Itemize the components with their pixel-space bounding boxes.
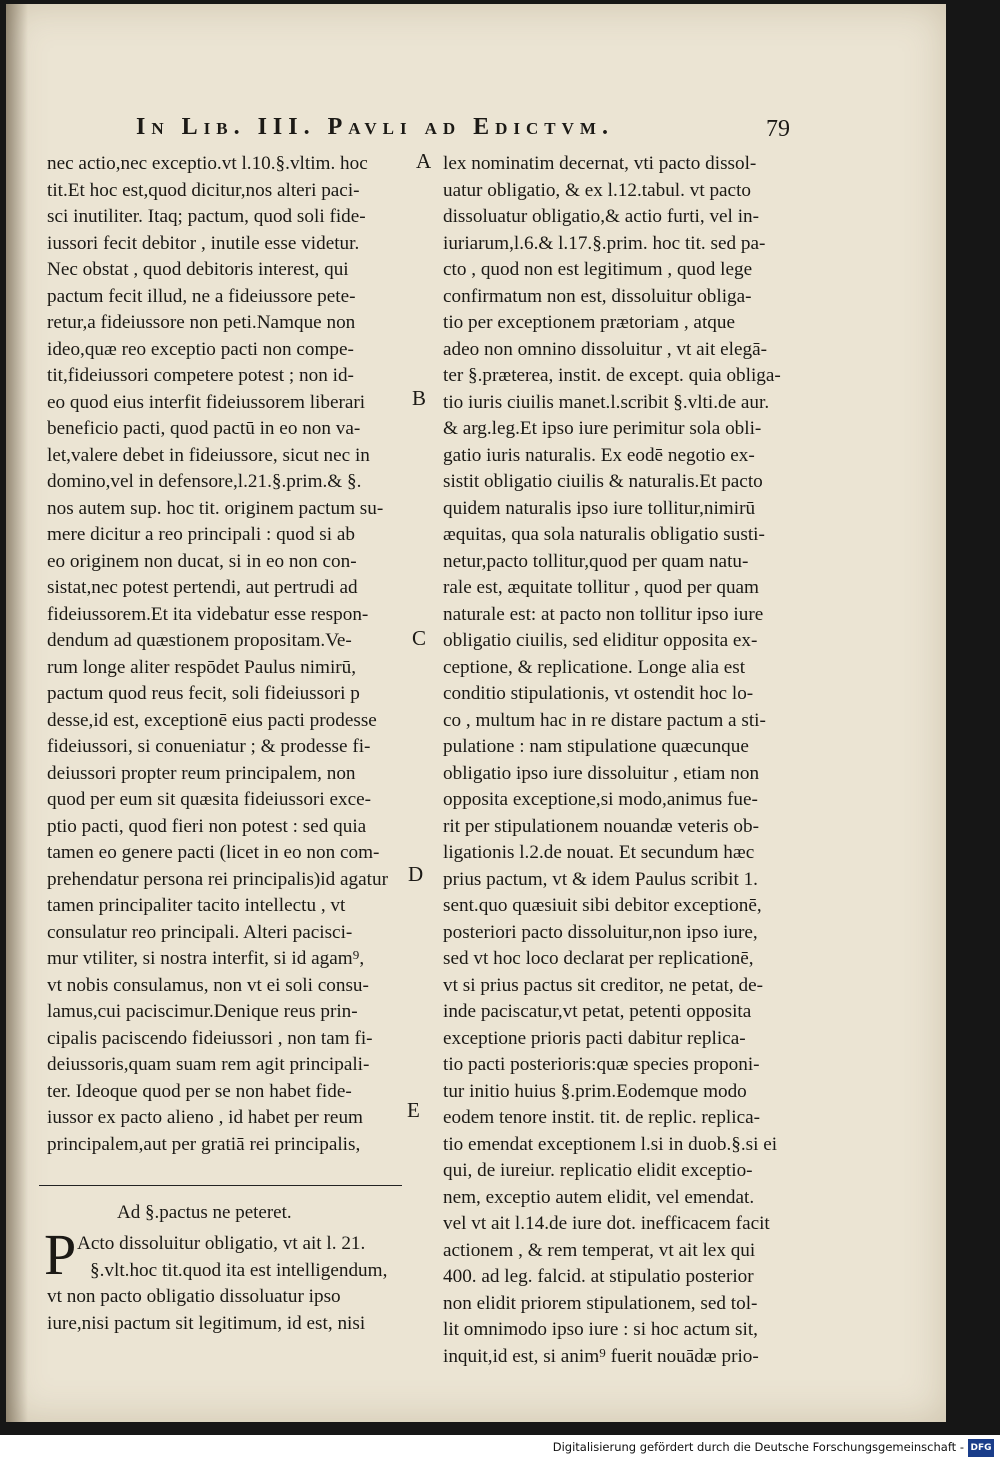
text-line: cipalis paciscendo fideiussori , non tam fi- — [47, 1027, 373, 1049]
text-line: pulatione : nam stipulatione quæcunque — [443, 736, 749, 757]
text-line: rit per stipulationem nouandæ veteris ob- — [443, 815, 759, 837]
text-line: fideiussorem.Et ita videbatur esse respon- — [47, 603, 369, 625]
margin-letter-a: A — [416, 149, 432, 173]
text-line: actionem , & rem temperat, vt ait lex qui — [443, 1239, 756, 1261]
text-line: beneficio pacti, quod pactū in eo non va- — [47, 418, 361, 439]
text-line: tio emendat exceptionem l.si in duob.§.si ei — [443, 1133, 778, 1155]
text-line: ter. Ideoque quod per se non habet fide- — [47, 1080, 352, 1102]
text-line: mur vtiliter, si nostra interfit, si id agam⁹, — [47, 948, 365, 969]
text-line: tamen principaliter tacito intellectu , vt — [47, 895, 346, 916]
running-head: In Lib. III. Pavli ad Edictvm. — [136, 114, 614, 140]
text-line: domino,vel in defensore,l.21.§.prim.& §. — [47, 471, 362, 492]
text-line: sed vt hoc loco declarat per replicationē, — [443, 948, 754, 969]
funding-credit: Digitalisierung gefördert durch die Deutsche Forschungsgemeinschaft - — [552, 1440, 964, 1454]
text-line: tit,fideiussori competere potest ; non id- — [47, 365, 354, 386]
text-line: deiussoris,quam suam rem agit principali- — [47, 1054, 370, 1075]
text-line: tit.Et hoc est,quod dicitur,nos alteri paci- — [47, 179, 360, 201]
text-line: vel vt ait l.14.de iure dot. inefficacem facit — [443, 1213, 770, 1234]
text-line: prius pactum, vt & idem Paulus scribit 1. — [443, 868, 758, 890]
text-line: iussori fecit debitor , inutile esse videtur. — [47, 232, 360, 254]
text-line: dissoluatur obligatio,& actio furti, vel in- — [443, 206, 760, 227]
text-line: lamus,cui paciscimur.Denique reus prin- — [47, 1001, 358, 1022]
section-body — [44, 1222, 397, 1337]
text-line: nec actio,nec exceptio.vt l.10.§.vltim. hoc — [47, 153, 368, 174]
text-line: dendum ad quæstionem propositam.Ve- — [47, 630, 352, 651]
right-column — [443, 151, 798, 1370]
text-line: vt non pacto obligatio dissoluatur ipso — [47, 1286, 341, 1307]
text-line: iuriarum,l.6.& l.17.§.prim. hoc tit. sed pa- — [443, 232, 766, 254]
text-line: lex nominatim decernat, vti pacto dissol- — [443, 153, 757, 174]
dfg-logo-icon: DFG — [968, 1439, 994, 1457]
text-line: pactum fecit illud, ne a fideiussore pete- — [47, 285, 356, 307]
margin-letter-b: B — [412, 386, 427, 410]
text-line: non elidit priorem stipulationem, sed tol- — [443, 1292, 758, 1314]
text-line: ter §.præterea, instit. de except. quia obliga- — [443, 365, 781, 386]
text-line: uatur obligatio, & ex l.12.tabul. vt pacto — [443, 179, 752, 201]
text-line: iussor ex pacto alieno , id habet per reum — [47, 1107, 363, 1128]
footer-bar — [0, 1435, 1000, 1463]
text-line: iure,nisi pactum sit legitimum, id est, nisi — [47, 1312, 366, 1334]
section-rule — [47, 1178, 397, 1194]
text-line: consulatur reo principali. Alteri pacisci- — [47, 921, 353, 943]
text-line: posteriori pacto dissoluitur,non ipso iure, — [443, 921, 758, 943]
text-line: rale est, æquitate tollitur , quod per quam — [443, 577, 759, 598]
text-line: tio pacti posterioris:quæ species proponi- — [443, 1054, 760, 1075]
text-line: vt nobis consulamus, non vt ei soli consu- — [47, 974, 369, 996]
text-line: sent.quo quæsiuit sibi debitor exceptionē, — [443, 895, 762, 916]
section-lines — [47, 1231, 397, 1337]
text-line: Acto dissoluitur obligatio, vt ait l. 21. — [77, 1233, 366, 1254]
margin-letter-e: E — [407, 1098, 420, 1122]
text-line: conditio stipulationis, vt ostendit hoc lo- — [443, 683, 754, 704]
page-number: 79 — [766, 116, 790, 142]
section-heading: Ad §.pactus ne peteret. — [117, 1202, 292, 1223]
text-line: eo quod eius interfit fideiussorem liberari — [47, 391, 366, 413]
text-line: confirmatum non est, dissoluitur obliga- — [443, 285, 752, 307]
text-line: fideiussori, si conueniatur ; & prodesse fi- — [47, 736, 371, 757]
text-line: opposita exceptione,si modo,animus fue- — [443, 789, 758, 810]
text-line: mere dicitur a reo principali : quod si ab — [47, 524, 355, 545]
gutter-shadow — [6, 4, 28, 1422]
text-line: ptio pacti, quod fieri non potest : sed quia — [47, 815, 367, 837]
text-line: exceptione prioris pacti dabitur replica- — [443, 1027, 746, 1049]
text-line: obligatio ciuilis, sed eliditur opposita ex- — [443, 630, 758, 651]
text-line: cto , quod non est legitimum , quod lege — [443, 259, 753, 280]
text-line: ceptione, & replicatione. Longe alia est — [443, 656, 746, 678]
text-line: retur,a fideiussore non peti.Namque non — [47, 312, 356, 333]
right-column-body — [443, 151, 798, 1370]
text-line: vt si prius pactus sit creditor, ne petat, de- — [443, 974, 764, 996]
left-column-body — [47, 151, 397, 1158]
drop-cap: P — [44, 1222, 77, 1287]
text-line: pactum quod reus fecit, soli fideiussori p — [47, 683, 360, 704]
text-line: tamen eo genere pacti (licet in eo non com- — [47, 842, 380, 863]
text-line: rum longe aliter respōdet Paulus nimirū, — [47, 656, 357, 678]
text-line: Nec obstat , quod debitoris interest, qui — [47, 259, 349, 280]
text-line: tio per exceptionem prætoriam , atque — [443, 312, 735, 333]
text-line: eo originem non ducat, si in eo non con- — [47, 550, 357, 572]
text-line: quod per eum sit quæsita fideiussori exce- — [47, 789, 371, 810]
text-line: lit omnimodo ipso iure : si hoc actum sit, — [443, 1319, 758, 1340]
text-line: sci inutiliter. Itaq; pactum, quod soli fide- — [47, 206, 366, 227]
text-line: eodem tenore instit. tit. de replic. replica- — [443, 1107, 761, 1128]
text-line: æquitas, qua sola naturalis obligatio susti- — [443, 524, 765, 545]
text-line: netur,pacto tollitur,quod per quam natu- — [443, 550, 749, 572]
text-line: ligationis l.2.de nouat. Et secundum hæc — [443, 842, 755, 863]
left-column — [44, 151, 397, 1337]
text-line: let,valere debet in fideiussore, sicut nec in — [47, 444, 370, 466]
text-line: & arg.leg.Et ipso iure perimitur sola obli- — [443, 418, 762, 439]
margin-letter-c: C — [412, 626, 427, 650]
text-line: tur initio huius §.prim.Eodemque modo — [443, 1080, 747, 1102]
text-line: quidem naturalis ipso iure tollitur,nimirū — [443, 497, 756, 519]
text-line: inquit,id est, si anim⁹ fuerit nouādæ prio- — [443, 1345, 759, 1367]
spacer — [47, 1158, 397, 1178]
text-line: tio iuris ciuilis manet.l.scribit §.vlti.de aur. — [443, 391, 770, 413]
text-line: nem, exceptio autem elidit, vel emendat. — [443, 1186, 755, 1208]
text-line: sistit obligatio ciuilis & naturalis.Et pacto — [443, 471, 763, 492]
text-line: ideo,quæ reo exceptio pacti non compe- — [47, 338, 354, 360]
text-line: naturale est: at pacto non tollitur ipso iure — [443, 603, 764, 625]
book-page — [6, 4, 946, 1422]
text-line: adeo non omnino dissoluitur , vt ait elegā- — [443, 338, 767, 360]
text-line: co , multum hac in re distare pactum a sti- — [443, 709, 766, 731]
text-line: desse,id est, exceptionē eius pacti prodesse — [47, 709, 377, 731]
text-line: qui, de iureiur. replicatio elidit exceptio- — [443, 1160, 753, 1181]
text-line: principalem,aut per gratiā rei principalis, — [47, 1133, 361, 1155]
text-line: deiussori propter reum principalem, non — [47, 762, 356, 784]
margin-letter-d: D — [408, 862, 424, 886]
text-line: 400. ad leg. falcid. at stipulatio posterior — [443, 1266, 754, 1287]
text-line: §.vlt.hoc tit.quod ita est intelligendum, — [90, 1259, 388, 1281]
text-line: sistat,nec potest pertendi, aut pertrudi ad — [47, 577, 358, 598]
text-line: prehendatur persona rei principalis)id agatur — [47, 868, 388, 890]
text-line: inde paciscatur,vt petat, petenti opposita — [443, 1001, 752, 1022]
text-line: obligatio ipso iure dissoluitur , etiam non — [443, 762, 760, 784]
text-line: gatio iuris naturalis. Ex eodē negotio ex- — [443, 444, 755, 466]
text-line: nos autem sup. hoc tit. originem pactum su- — [47, 497, 384, 519]
